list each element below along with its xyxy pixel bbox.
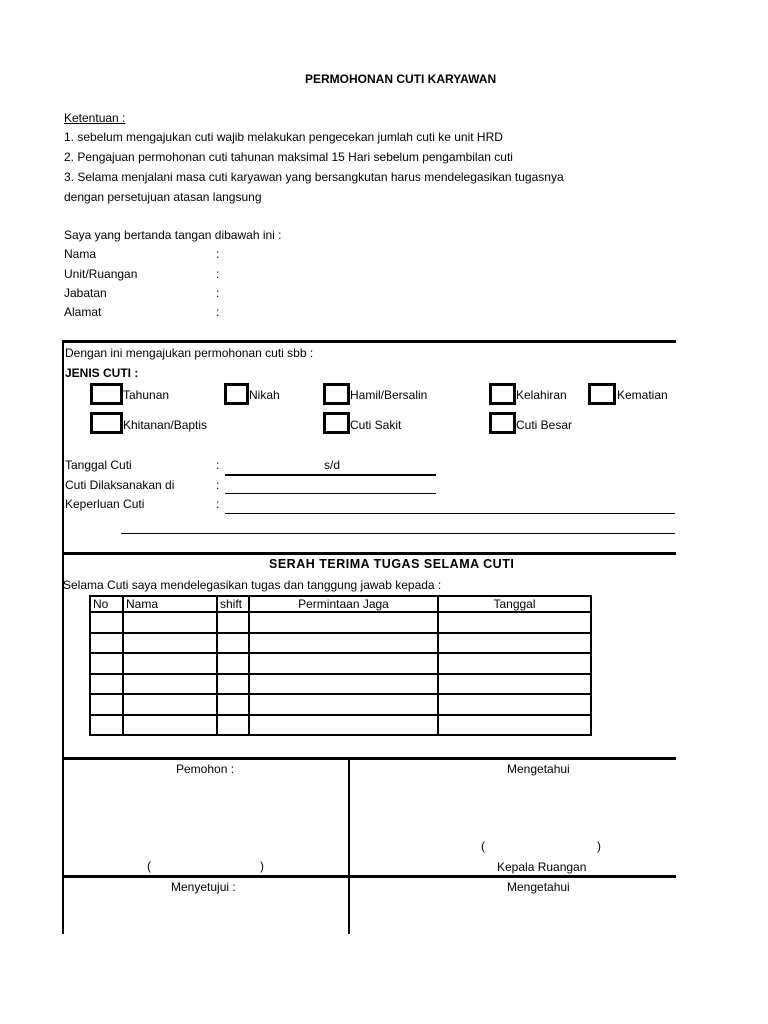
kepala-close-paren: ): [597, 839, 601, 853]
ketentuan-item-2: 2. Pengajuan permohonan cuti tahunan maksimal 15 Hari sebelum pengambilan cuti: [64, 150, 513, 164]
dilaksanakan-sep: :: [216, 478, 220, 492]
option-cuti-besar: Cuti Besar: [516, 418, 573, 432]
table-cell[interactable]: [90, 653, 123, 674]
option-hamil: Hamil/Bersalin: [350, 388, 428, 402]
table-row: [90, 633, 591, 653]
table-cell[interactable]: [90, 633, 123, 653]
pemohon-label: Pemohon :: [176, 762, 235, 776]
request-left-border: [62, 340, 64, 934]
table-cell[interactable]: [123, 715, 217, 735]
table-row: [90, 653, 591, 674]
col-shift: shift: [217, 596, 249, 612]
col-permintaan-jaga: Permintaan Jaga: [249, 596, 438, 612]
table-cell[interactable]: [438, 633, 591, 653]
checkbox-kematian[interactable]: [588, 383, 616, 405]
option-khitanan: Khitanan/Baptis: [123, 418, 208, 432]
table-row: [90, 715, 591, 735]
dilaksanakan-label: Cuti Dilaksanakan di: [65, 478, 175, 492]
sd-label: s/d: [324, 458, 341, 472]
handover-intro: Selama Cuti saya mendelegasikan tugas dan tanggung jawab kepada :: [63, 578, 442, 592]
signature-top-border: [62, 757, 676, 760]
col-nama: Nama: [123, 596, 217, 612]
mengetahui2-label: Mengetahui: [507, 880, 570, 894]
table-cell[interactable]: [438, 653, 591, 674]
ketentuan-item-1: 1. sebelum mengajukan cuti wajib melakukan pengecekan jumlah cuti ke unit HRD: [64, 130, 503, 144]
ketentuan-item-3-cont: dengan persetujuan atasan langsung: [64, 190, 262, 204]
table-cell[interactable]: [249, 674, 438, 694]
kepala-ruangan-label: Kepala Ruangan: [497, 860, 587, 874]
mengetahui-label: Mengetahui: [507, 762, 570, 776]
option-tahunan: Tahunan: [123, 388, 170, 402]
table-row: [90, 674, 591, 694]
ketentuan-heading: Ketentuan :: [64, 111, 126, 125]
keperluan-label: Keperluan Cuti: [65, 497, 145, 511]
jenis-cuti-label: JENIS CUTI :: [65, 366, 139, 380]
option-kelahiran: Kelahiran: [516, 388, 567, 402]
table-cell[interactable]: [249, 715, 438, 735]
pemohon-open-paren: (: [147, 859, 151, 873]
keperluan-line-1[interactable]: [225, 513, 675, 514]
field-sep-nama: :: [216, 247, 220, 261]
table-cell[interactable]: [123, 653, 217, 674]
menyetujui-label: Menyetujui :: [171, 880, 236, 894]
table-cell[interactable]: [217, 612, 249, 633]
ketentuan-item-3: 3. Selama menjalani masa cuti karyawan yang bersangkutan harus mendelegasikan tugasnya: [64, 170, 564, 184]
keperluan-sep: :: [216, 497, 220, 511]
handover-heading: SERAH TERIMA TUGAS SELAMA CUTI: [269, 557, 515, 571]
table-cell[interactable]: [217, 694, 249, 715]
pemohon-close-paren: ): [260, 859, 264, 873]
option-cuti-sakit: Cuti Sakit: [350, 418, 402, 432]
tanggal-cuti-line[interactable]: [225, 474, 436, 476]
table-cell[interactable]: [90, 715, 123, 735]
field-label-jabatan: Jabatan: [64, 286, 107, 300]
tanggal-cuti-sep: :: [216, 458, 220, 472]
table-cell[interactable]: [249, 694, 438, 715]
identity-intro: Saya yang bertanda tangan dibawah ini :: [64, 228, 282, 242]
option-nikah: Nikah: [249, 388, 280, 402]
table-row: [90, 694, 591, 715]
table-cell[interactable]: [123, 674, 217, 694]
handover-top-border: [62, 552, 676, 555]
table-cell[interactable]: [123, 612, 217, 633]
tanggal-cuti-label: Tanggal Cuti: [65, 458, 132, 472]
checkbox-cuti-sakit[interactable]: [323, 412, 350, 434]
table-cell[interactable]: [123, 633, 217, 653]
field-sep-unit: :: [216, 267, 220, 281]
table-cell[interactable]: [217, 653, 249, 674]
checkbox-kelahiran[interactable]: [489, 383, 516, 405]
table-cell[interactable]: [438, 694, 591, 715]
field-sep-alamat: :: [216, 305, 220, 319]
handover-table: [89, 595, 592, 736]
table-cell[interactable]: [438, 674, 591, 694]
table-cell[interactable]: [90, 694, 123, 715]
table-cell[interactable]: [90, 612, 123, 633]
table-cell[interactable]: [249, 653, 438, 674]
col-tanggal: Tanggal: [438, 596, 591, 612]
option-kematian: Kematian: [617, 388, 668, 402]
table-cell[interactable]: [438, 715, 591, 735]
signature-mid-border: [62, 875, 676, 878]
table-cell[interactable]: [90, 674, 123, 694]
dilaksanakan-line[interactable]: [225, 493, 436, 494]
checkbox-cuti-besar[interactable]: [489, 412, 516, 434]
kepala-open-paren: (: [481, 839, 485, 853]
page-title: PERMOHONAN CUTI KARYAWAN: [305, 72, 497, 86]
keperluan-line-2[interactable]: [121, 533, 675, 534]
table-cell[interactable]: [438, 612, 591, 633]
table-cell[interactable]: [217, 674, 249, 694]
field-label-nama: Nama: [64, 247, 97, 261]
table-cell[interactable]: [249, 612, 438, 633]
checkbox-khitanan[interactable]: [90, 412, 123, 434]
table-header-row: [90, 596, 591, 612]
col-no: No: [90, 596, 123, 612]
table-cell[interactable]: [217, 715, 249, 735]
signature-divider: [348, 757, 350, 934]
table-cell[interactable]: [123, 694, 217, 715]
checkbox-hamil[interactable]: [323, 383, 350, 405]
table-row: [90, 612, 591, 633]
checkbox-tahunan[interactable]: [90, 383, 123, 405]
field-label-unit: Unit/Ruangan: [64, 267, 138, 281]
table-cell[interactable]: [217, 633, 249, 653]
table-cell[interactable]: [249, 633, 438, 653]
request-intro: Dengan ini mengajukan permohonan cuti sbb :: [65, 346, 314, 360]
checkbox-nikah[interactable]: [224, 383, 249, 405]
field-sep-jabatan: :: [216, 286, 220, 300]
field-label-alamat: Alamat: [64, 305, 102, 319]
request-top-border: [62, 340, 676, 343]
